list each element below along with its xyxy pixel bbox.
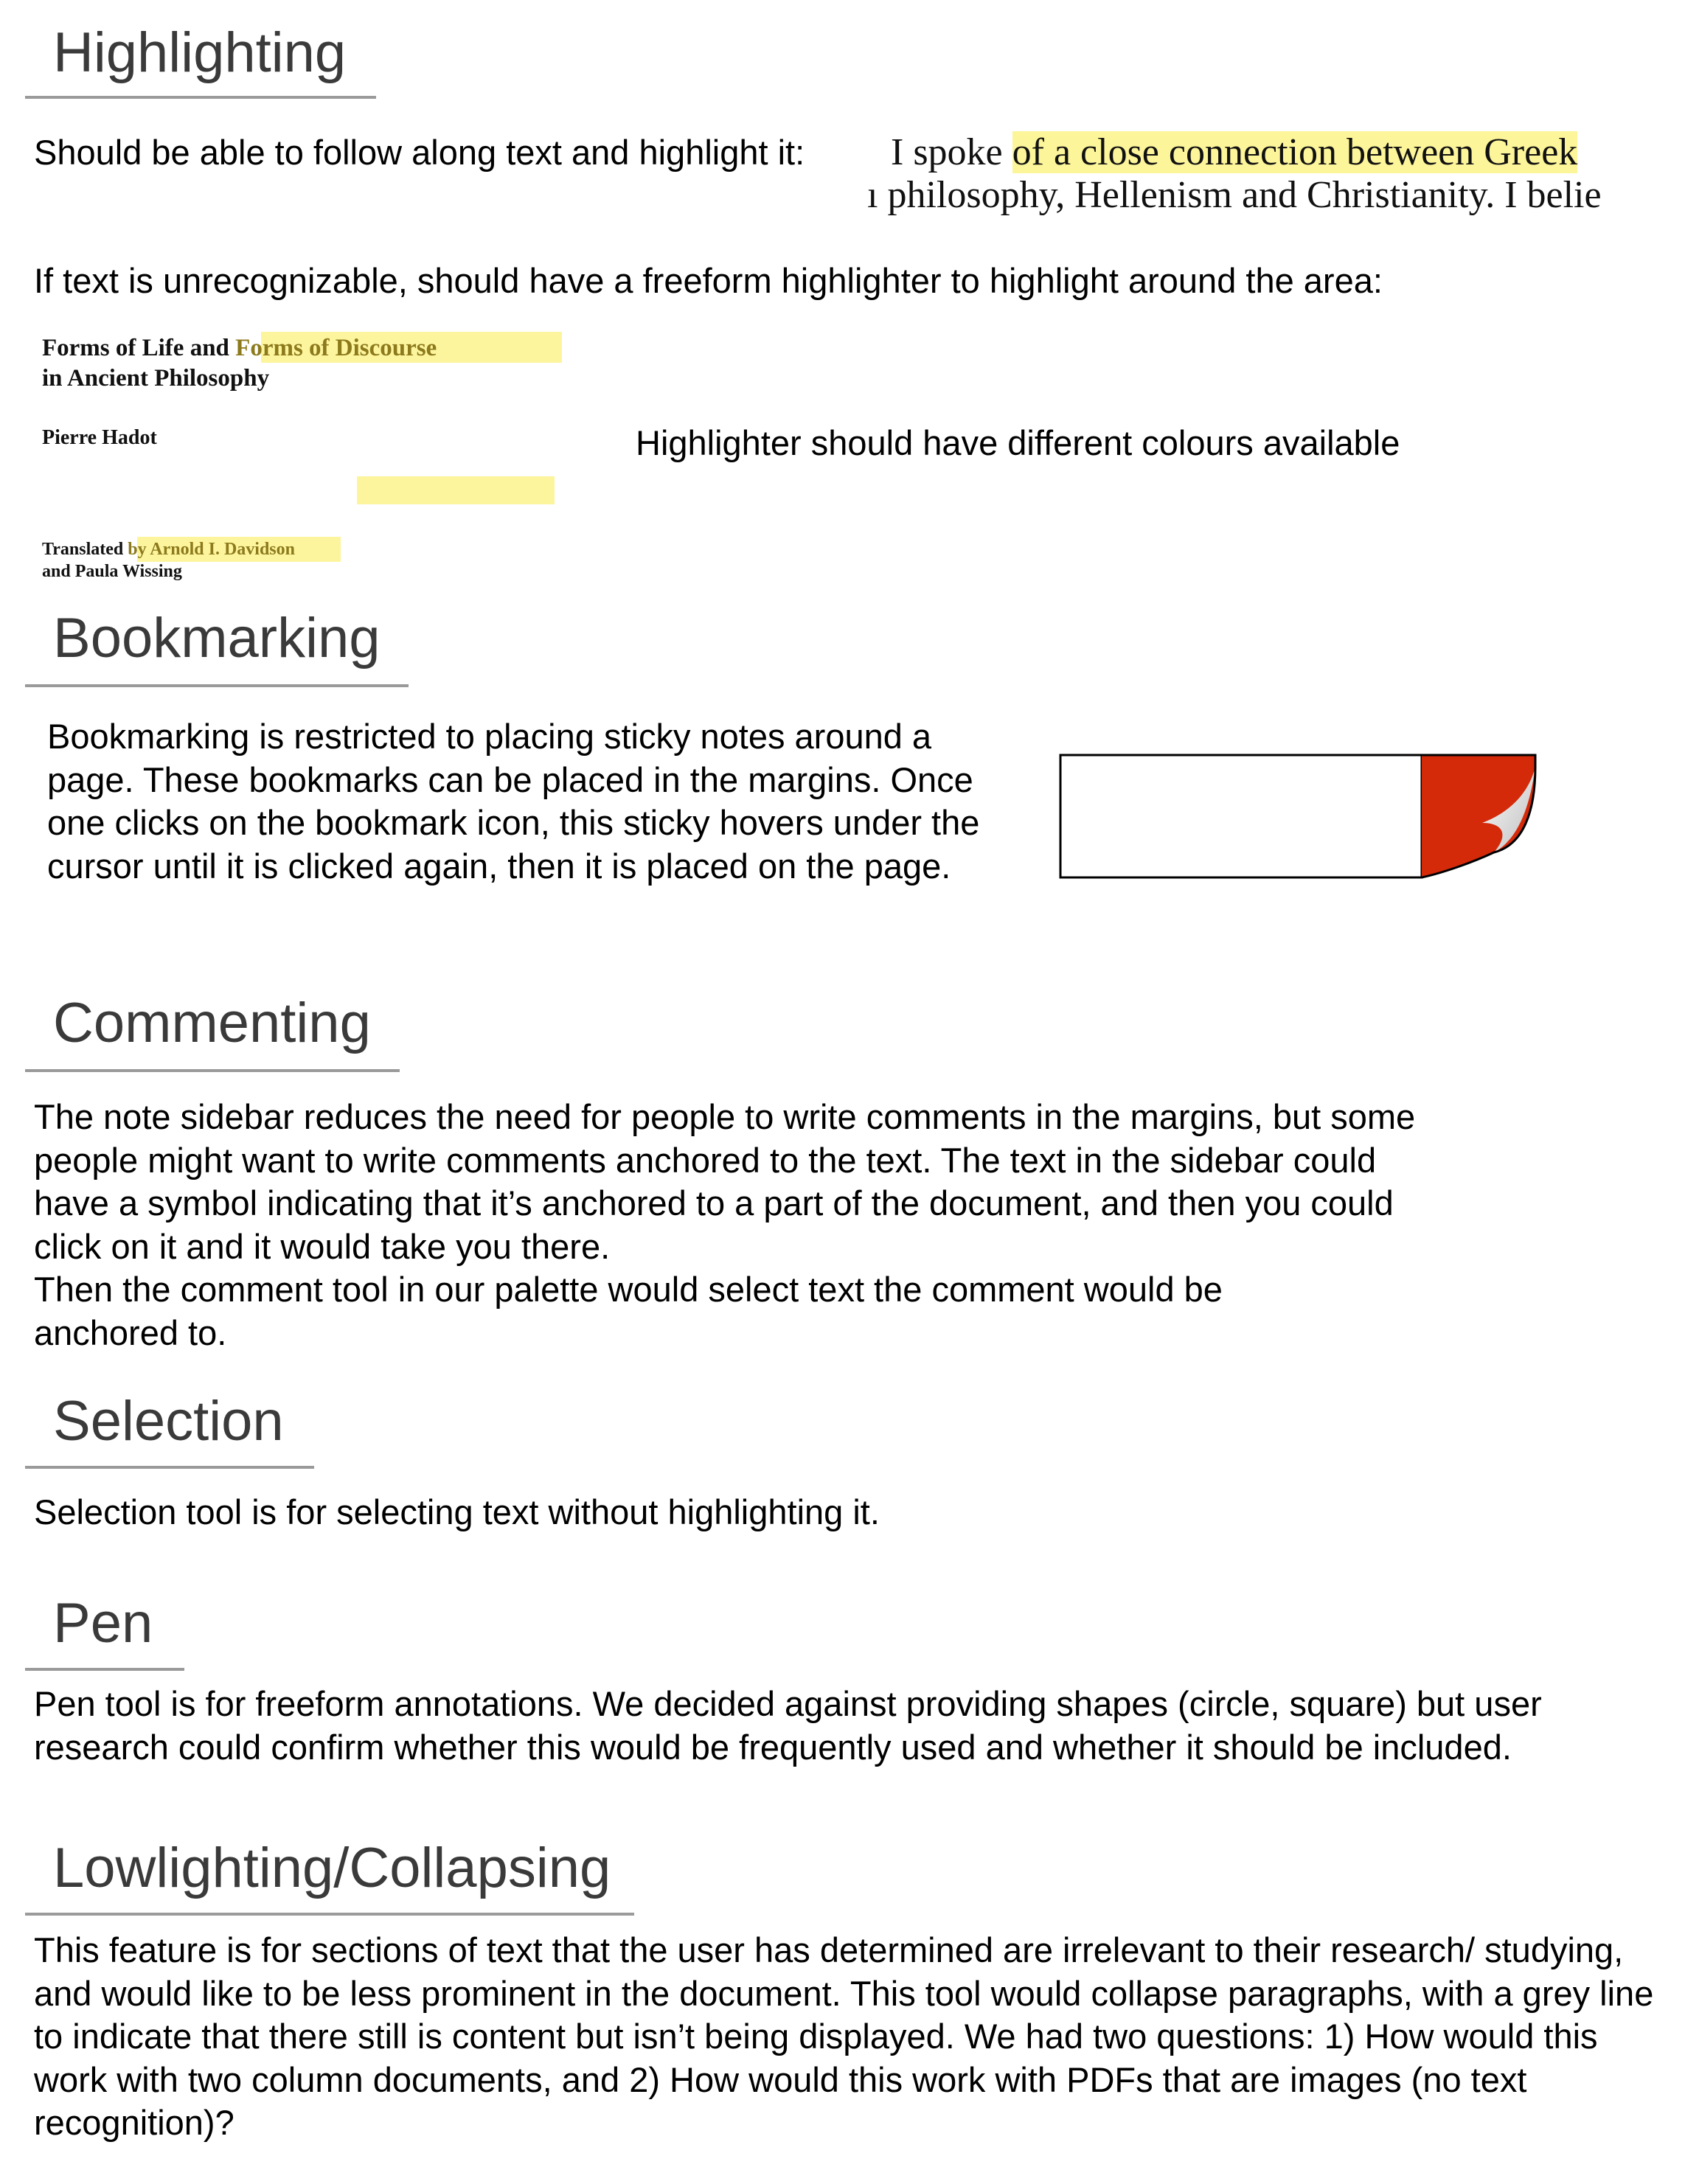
highlighting-divider [25, 96, 376, 99]
lowlighting-heading: Lowlighting/Collapsing [53, 1837, 611, 1899]
selection-divider [25, 1466, 314, 1469]
translated-line-2: and Paula Wissing [42, 562, 182, 581]
lowlighting-text: This feature is for sections of text that the user has determined are irrelevant to their research/ studying, and would like to be less prominent in the document. This tool would collapse paragraphs, with a grey line to indicate that there still is content but isn’t being displayed. We had two questions: 1) How would this work with two column documents, and 2) How would this work with PDFs that are images (no text recognition)? [34, 1930, 1654, 2142]
sticky-bookmark-icon [1059, 752, 1538, 889]
book-title-plain: Forms of Life and [42, 335, 229, 361]
selection-heading: Selection [53, 1390, 284, 1453]
commenting-text: The note sidebar reduces the need for people to write comments in the margins, but some people might want to write comments anchored to the text. The text in the sidebar could have a symbol indicating that it’s anchored to a part of the document, and then you could click on it and it would take you there. [34, 1097, 1416, 1266]
bookmarking-heading: Bookmarking [53, 607, 381, 670]
translated-line-1 [42, 538, 295, 560]
bookmarking-text: Bookmarking is restricted to placing sticky notes around a page. These bookmarks can be placed in the margins. Once one clicks on the bookmark icon, this sticky hovers under the cursor until it is clicked again, then it is placed on the page. [47, 717, 980, 886]
freeform-description: If text is unrecognizable, should have a freeform highlighter to highlight around the area: [34, 261, 1383, 300]
quote-line-2: ı philosophy, Hellenism and Christianity. I belie [867, 174, 1602, 216]
translated-highlighted: by Arnold I. Davidson [128, 540, 295, 559]
pen-heading: Pen [53, 1592, 153, 1655]
quote-line-1 [891, 131, 1577, 174]
selection-text: Selection tool is for selecting text without highlighting it. [34, 1492, 880, 1531]
commenting-divider [25, 1069, 400, 1072]
highlighting-heading: Highlighting [53, 21, 347, 84]
freeform-highlight-blank [357, 476, 555, 504]
quote-plain: I spoke [891, 131, 1012, 173]
book-author: Pierre Hadot [42, 426, 157, 449]
commenting-text-2: Then the comment tool in our palette would select text the comment would be anchored to. [34, 1270, 1223, 1352]
book-title-line-1 [42, 333, 437, 364]
commenting-heading: Commenting [53, 992, 371, 1054]
pen-text: Pen tool is for freeform annotations. We decided against providing shapes (circle, square) but user research could confirm whether this would be frequently used and whether it should be included. [34, 1684, 1542, 1767]
book-title-line-2: in Ancient Philosophy [42, 365, 270, 392]
translated-plain: Translated [42, 540, 124, 559]
lowlighting-divider [25, 1913, 634, 1916]
highlighting-intro: Should be able to follow along text and highlight it: [34, 133, 805, 172]
highlighter-colours-note: Highlighter should have different colours available [636, 423, 1400, 462]
bookmarking-divider [25, 684, 409, 687]
pen-divider [25, 1668, 184, 1671]
book-title-highlighted: Forms of Discourse [235, 335, 437, 361]
quote-highlight: of a close connection between Greek [1012, 131, 1578, 173]
